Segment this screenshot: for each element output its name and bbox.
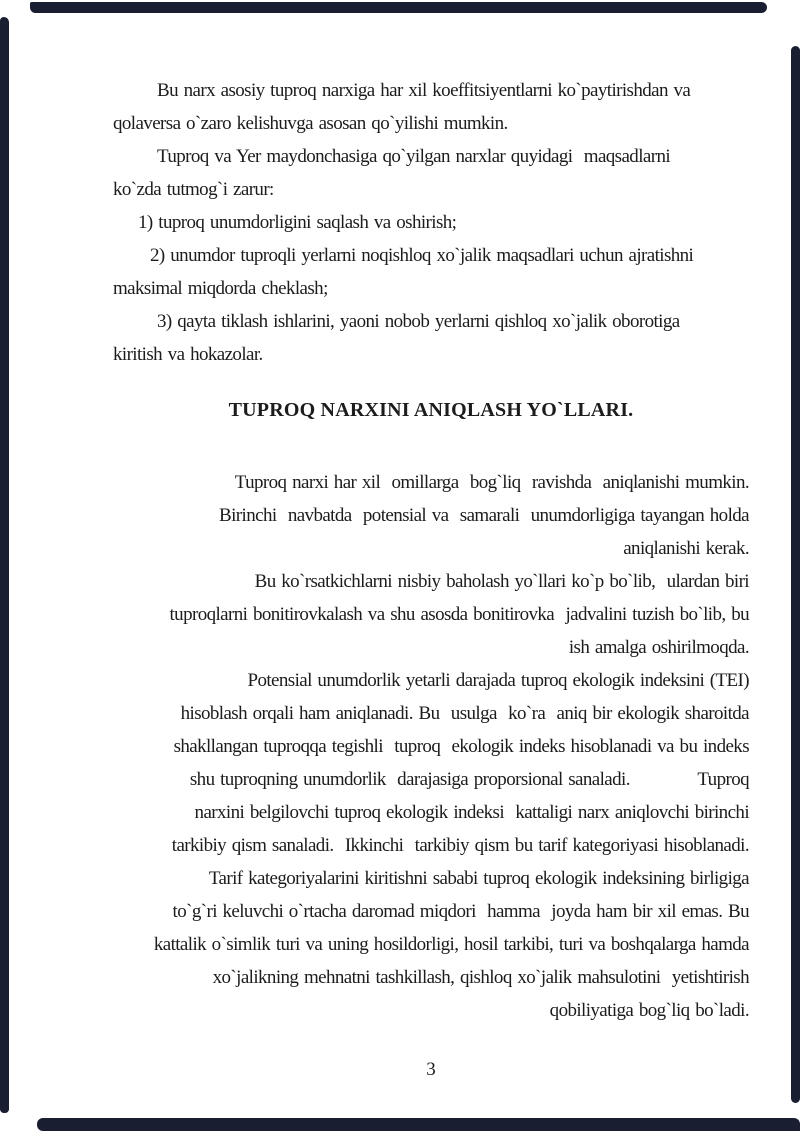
list-item-line: kiritish va hokazolar.: [113, 344, 263, 365]
paragraph-line: to`g`ri keluvchi o`rtacha daromad miqdori hamma joyda ham bir xil emas. Bu: [172, 901, 749, 922]
paragraph-line: Bu narx asosiy tuproq narxiga har xil koeffitsiyentlarni ko`paytirishdan va: [157, 80, 691, 101]
section-heading: TUPROQ NARXINI ANIQLASH YO`LLARI.: [228, 399, 634, 421]
paragraph-line: shu tuproqning unumdorlik darajasiga proporsional sanaladi. Tuproq: [189, 769, 749, 790]
list-item-line: 1) tuproq unumdorligini saqlash va oshirish;: [138, 212, 457, 233]
list-item-line: 3) qayta tiklash ishlarini, yaoni nobob yerlarni qishloq xo`jalik oborotiga: [157, 311, 680, 332]
paragraph-line: Potensial unumdorlik yetarli darajada tuproq ekologik indeksini (TEI): [247, 670, 749, 691]
paragraph-line: Tuproq narxi har xil omillarga bog`liq ravishda aniqlanishi mumkin.: [234, 472, 749, 493]
paragraph-line: hisoblash orqali ham aniqlanadi. Bu usulga ko`ra aniq bir ekologik sharoitda: [180, 703, 749, 724]
paragraph-line: shakllangan tuproqqa tegishli tuproq ekologik indeks hisoblanadi va bu indeks: [173, 736, 749, 757]
paragraph-line: ish amalga oshirilmoqda.: [568, 637, 749, 658]
paragraph-line: Tuproq va Yer maydonchasiga qo`yilgan narxlar quyidagi maqsadlarni: [157, 146, 671, 167]
paragraph-line: aniqlanishi kerak.: [623, 538, 749, 559]
page-border-right: [791, 46, 800, 1103]
paragraph-line: Birinchi navbatda potensial va samarali unumdorligiga tayangan holda: [219, 505, 749, 526]
paragraph-line: qobiliyatiga bog`liq bo`ladi.: [549, 1000, 749, 1021]
page-number: 3: [426, 1059, 436, 1080]
intro-section: [113, 74, 749, 371]
list-item-line: maksimal miqdorda cheklash;: [113, 278, 328, 299]
page-border-bottom: [37, 1118, 800, 1131]
body-section: [113, 466, 749, 1027]
page-border-left: [0, 17, 9, 1113]
paragraph-line: xo`jalikning mehnatni tashkillash, qishloq xo`jalik mahsulotini yetishtirish: [212, 967, 749, 988]
list-item-line: 2) unumdor tuproqli yerlarni noqishloq xo`jalik maqsadlari uchun ajratishni: [150, 245, 694, 266]
paragraph-line: qolaversa o`zaro kelishuvga asosan qo`yilishi mumkin.: [113, 113, 508, 134]
page-border-top: [30, 2, 767, 13]
paragraph-line: kattalik o`simlik turi va uning hosildorligi, hosil tarkibi, turi va boshqalarga hamda: [153, 934, 749, 955]
paragraph-line: tuproqlarni bonitirovkalash va shu asosda bonitirovka jadvalini tuzish bo`lib, bu: [169, 604, 749, 625]
paragraph-line: ko`zda tutmog`i zarur:: [113, 179, 274, 200]
paragraph-line: Bu ko`rsatkichlarni nisbiy baholash yo`llari ko`p bo`lib, ulardan biri: [254, 571, 749, 592]
paragraph-line: Tarif kategoriyalarini kiritishni sababi tuproq ekologik indeksining birligiga: [208, 868, 749, 889]
paragraph-line: narxini belgilovchi tuproq ekologik indeksi kattaligi narx aniqlovchi birinchi: [194, 802, 749, 823]
paragraph-line: tarkibiy qism sanaladi. Ikkinchi tarkibiy qism bu tarif kategoriyasi hisoblanadi.: [171, 835, 749, 856]
